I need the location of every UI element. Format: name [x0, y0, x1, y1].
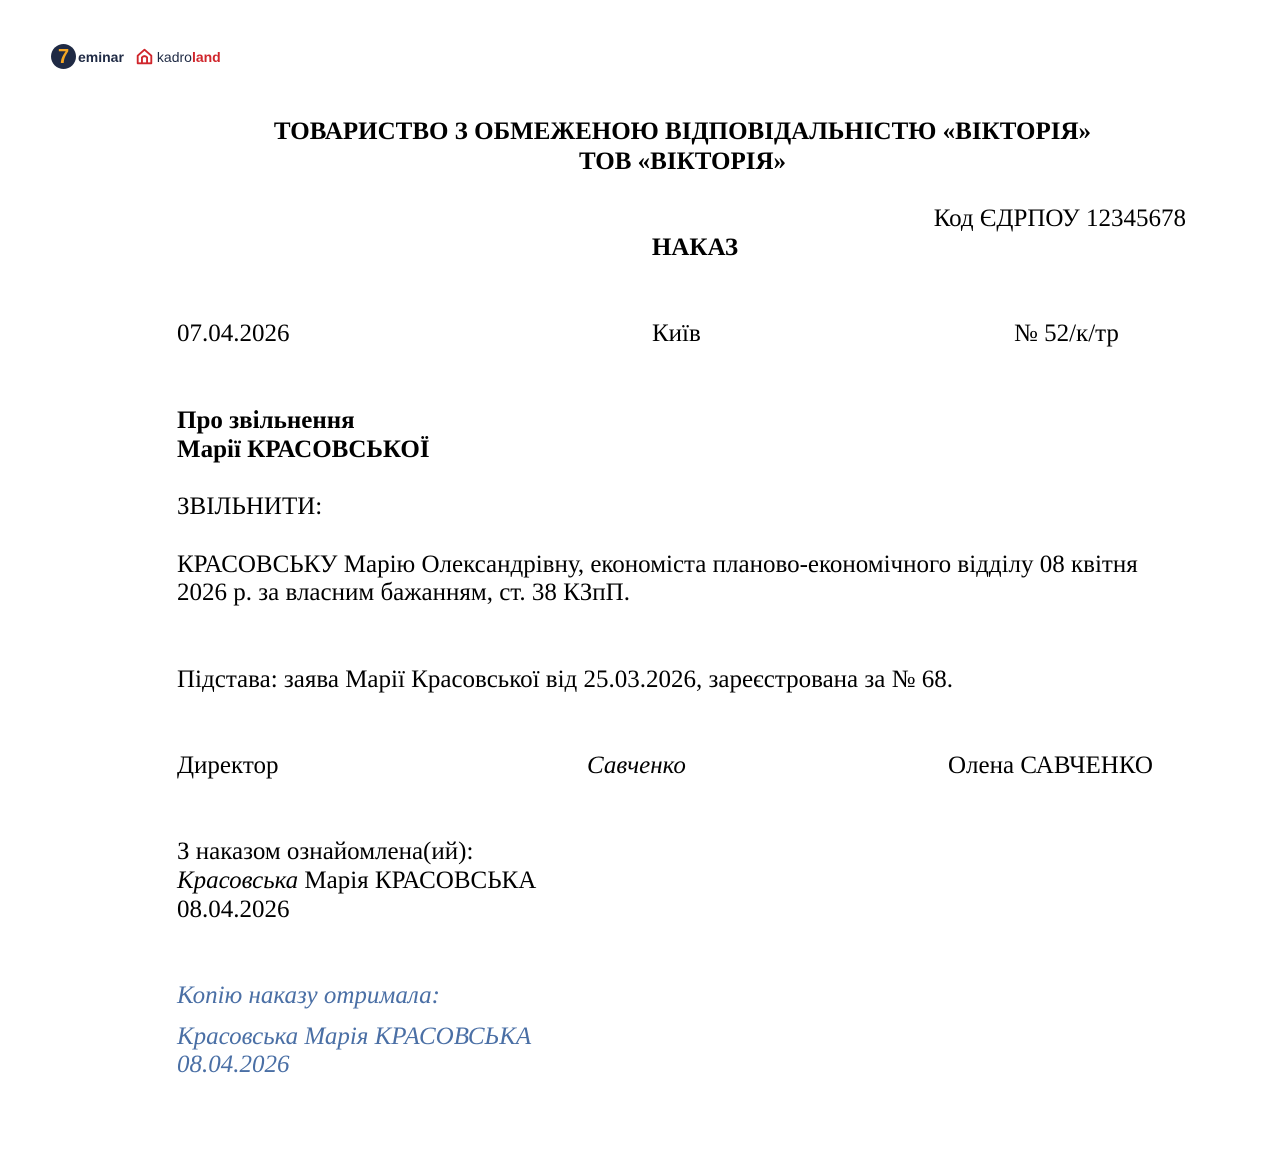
logos	[51, 44, 221, 69]
acknowledgement-signature-line	[177, 867, 536, 895]
copy-received-name: Красовська Марія КРАСОВСЬКА	[177, 1023, 532, 1050]
acknowledgement-signature: Красовська	[177, 867, 299, 894]
seminar-logo-text: eminar	[78, 48, 124, 65]
company-short-name: ТОВ «ВІКТОРІЯ»	[578, 148, 787, 175]
order-date: 07.04.2026	[177, 320, 290, 347]
kadroland-text-part1: kadro	[156, 48, 192, 65]
house-icon	[136, 48, 153, 65]
copy-received-date: 08.04.2026	[177, 1051, 290, 1078]
acknowledgement-label: З наказом ознайомлена(ий):	[177, 838, 474, 865]
signer-signature: Савченко	[587, 752, 686, 779]
copy-received-label: Копію наказу отримала:	[177, 982, 440, 1009]
signer-position: Директор	[177, 752, 279, 779]
kadroland-logo	[136, 48, 221, 65]
kadroland-text-part2: land	[191, 48, 221, 65]
seminar-logo	[51, 44, 124, 69]
seminar-badge-icon: 7	[51, 44, 76, 69]
basis-text: Підстава: заява Марії Красовської від 25.03.2026, зареєстрована за № 68.	[177, 666, 953, 693]
company-full-name: ТОВАРИСТВО З ОБМЕЖЕНОЮ ВІДПОВІДАЛЬНІСТЮ «ВІКТОРІЯ»	[273, 118, 1092, 145]
subject-line-2: Марії КРАСОВСЬКОЇ	[177, 436, 430, 463]
acknowledgement-date: 08.04.2026	[177, 896, 290, 923]
acknowledgement-name: Марія КРАСОВСЬКА	[304, 867, 537, 894]
directive: ЗВІЛЬНИТИ:	[177, 493, 323, 520]
subject-line-1: Про звільнення	[177, 407, 355, 434]
body-text-line-2: 2026 р. за власним бажанням, ст. 38 КЗпП.	[177, 579, 630, 606]
body-text-line-1: КРАСОВСЬКУ Марію Олександрівну, економіста планово-економічного відділу 08 квітня	[177, 551, 1138, 578]
edrpou-code: Код ЄДРПОУ 12345678	[933, 205, 1186, 232]
order-city: Київ	[652, 320, 701, 347]
signer-name: Олена САВЧЕНКО	[948, 752, 1153, 779]
document-title: НАКАЗ	[651, 234, 739, 261]
order-number: № 52/к/тр	[1014, 320, 1119, 347]
